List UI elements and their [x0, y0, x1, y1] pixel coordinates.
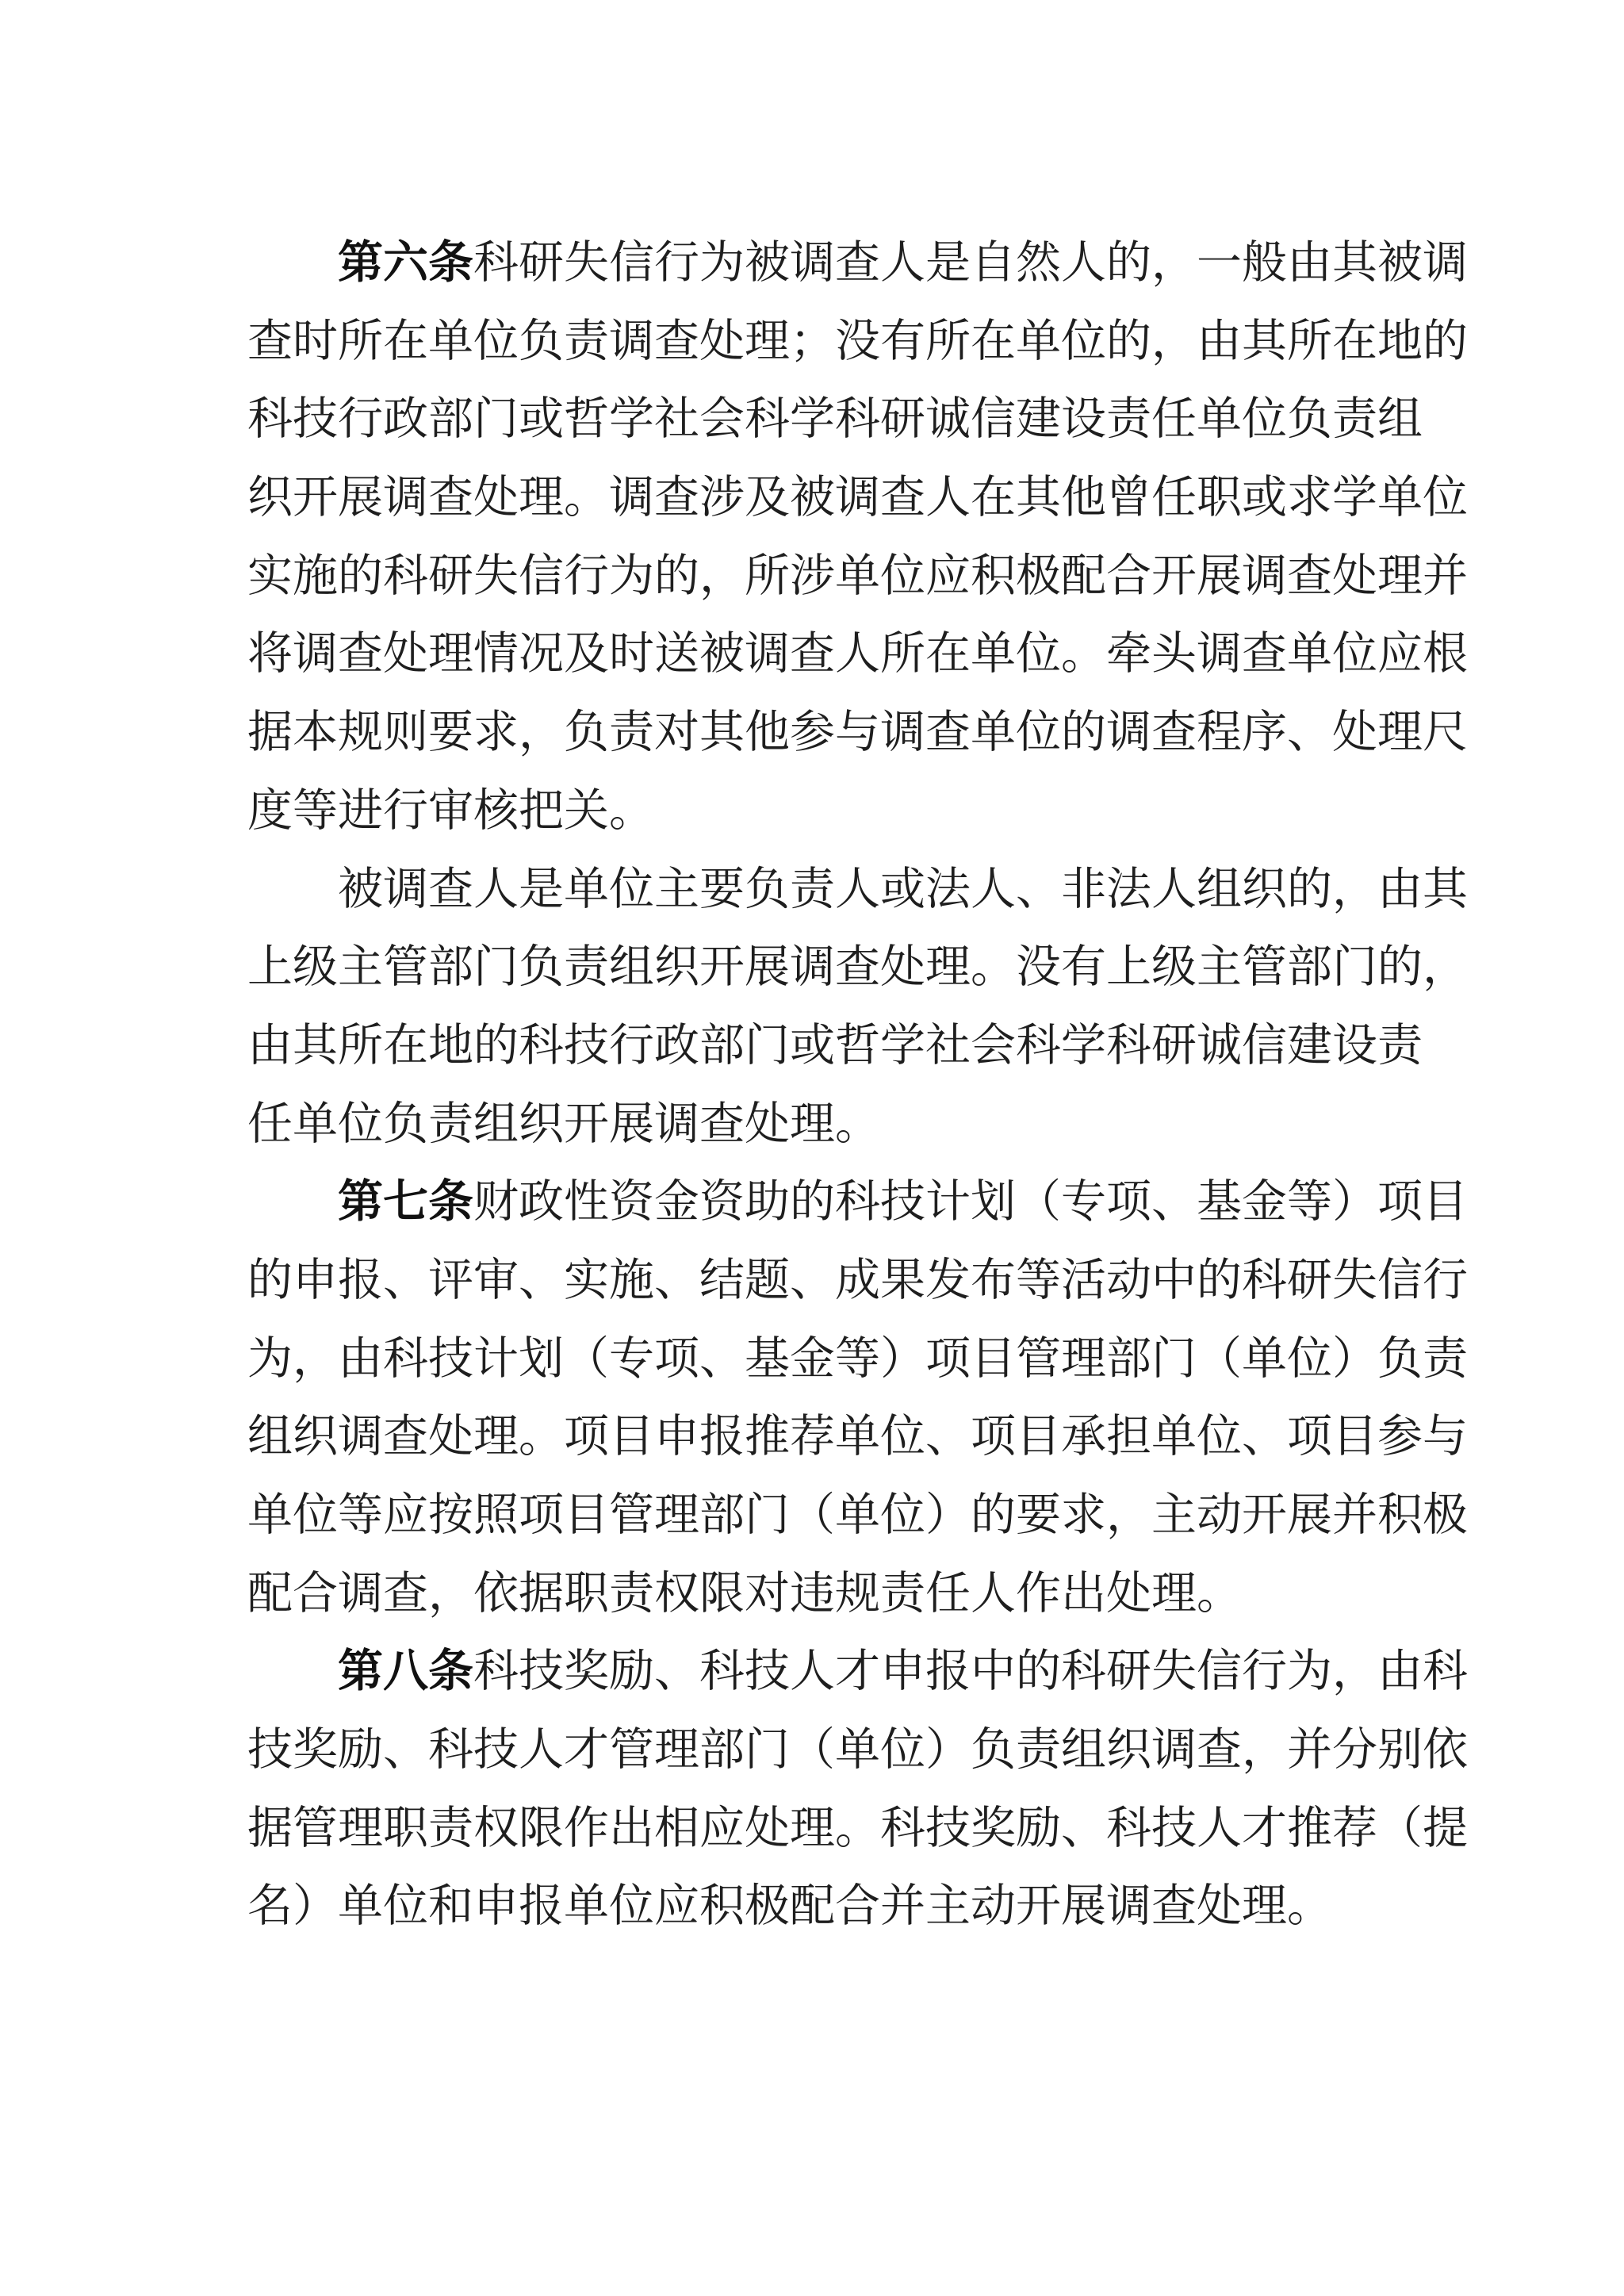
article-6-line-6: 将调查处理情况及时送被调查人所在单位。牵头调查单位应根	[247, 627, 1468, 680]
article-6-line-4: 织开展调查处理。调查涉及被调查人在其他曾任职或求学单位	[247, 471, 1468, 524]
article-6-para-2-line-1: 被调查人是单位主要负责人或法人、非法人组织的，由其	[338, 862, 1468, 915]
article-7-line-3: 为，由科技计划（专项、基金等）项目管理部门（单位）负责	[247, 1332, 1468, 1385]
article-8-line-2: 技奖励、科技人才管理部门（单位）负责组织调查，并分别依	[247, 1723, 1468, 1777]
article-6-para-2-line-2: 上级主管部门负责组织开展调查处理。没有上级主管部门的，	[247, 941, 1468, 994]
article-7-heading: 第七条	[338, 1175, 473, 1228]
article-7-text: 财政性资金资助的科技计划（专项、基金等）项目	[473, 1175, 1468, 1228]
article-6-para-2-line-4: 任单位负责组织开展调查处理。	[247, 1097, 880, 1150]
article-8-line-3: 据管理职责权限作出相应处理。科技奖励、科技人才推荐（提	[247, 1801, 1468, 1854]
article-8-line-1	[247, 1632, 1468, 1711]
article-6-heading: 第六条	[338, 236, 473, 289]
article-6-line-3: 科技行政部门或哲学社会科学科研诚信建设责任单位负责组	[247, 393, 1423, 446]
article-7-line-4: 组织调查处理。项目申报推荐单位、项目承担单位、项目参与	[247, 1410, 1468, 1463]
article-6-line-5: 实施的科研失信行为的，所涉单位应积极配合开展调查处理并	[247, 549, 1468, 602]
article-8-text: 科技奖励、科技人才申报中的科研失信行为，由科	[473, 1645, 1468, 1698]
document-body	[247, 224, 1468, 1945]
article-7-line-2: 的申报、评审、实施、结题、成果发布等活动中的科研失信行	[247, 1253, 1468, 1306]
article-6-text: 科研失信行为被调查人是自然人的，一般由其被调	[473, 236, 1468, 289]
article-6-line-2: 查时所在单位负责调查处理；没有所在单位的，由其所在地的	[247, 314, 1468, 367]
article-8-heading: 第八条	[338, 1645, 473, 1698]
article-7-line-6: 配合调查，依据职责权限对违规责任人作出处理。	[247, 1566, 1242, 1619]
article-6-para-2-line-3: 由其所在地的科技行政部门或哲学社会科学科研诚信建设责	[247, 1018, 1423, 1071]
article-7-line-5: 单位等应按照项目管理部门（单位）的要求，主动开展并积极	[247, 1489, 1468, 1541]
article-6-line-7: 据本规则要求，负责对其他参与调查单位的调查程序、处理尺	[247, 706, 1468, 759]
article-7-line-1	[247, 1163, 1468, 1241]
article-6-line-1	[247, 224, 1468, 302]
article-8-line-4: 名）单位和申报单位应积极配合并主动开展调查处理。	[247, 1880, 1332, 1933]
article-6-line-8: 度等进行审核把关。	[247, 784, 654, 837]
